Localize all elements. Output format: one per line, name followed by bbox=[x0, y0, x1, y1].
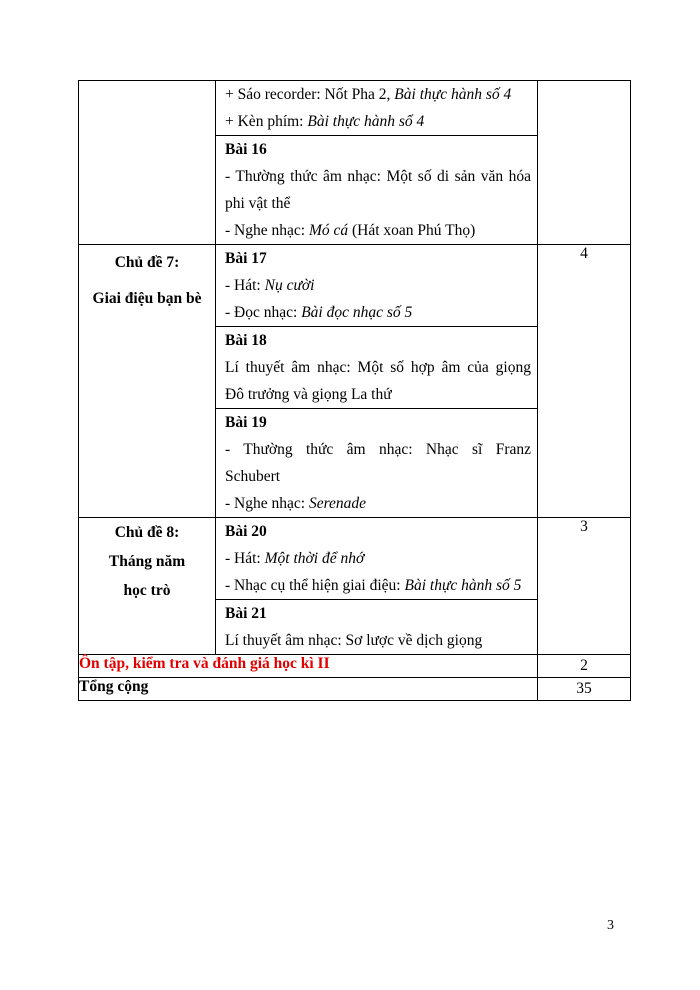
lesson-16-cell: Bài 16 - Thường thức âm nhạc: Một số di sản văn hóa phi vật thể - Nghe nhạc: Mó cá (Hát xoan Phú Thọ) bbox=[216, 136, 538, 245]
total-label: Tổng cộng bbox=[79, 678, 538, 701]
topic-8-periods: 3 bbox=[538, 518, 631, 655]
topic-7-cell: Chủ đề 7: Giai điệu bạn bè bbox=[79, 245, 216, 518]
empty-topic-cell bbox=[79, 81, 216, 245]
page-number: 3 bbox=[607, 918, 614, 933]
topic-8-cell: Chủ đề 8: Tháng năm học trò bbox=[79, 518, 216, 655]
table-row bbox=[79, 245, 631, 327]
review-label: Ôn tập, kiểm tra và đánh giá học kì II bbox=[79, 655, 538, 678]
total-periods: 35 bbox=[538, 678, 631, 701]
table-row bbox=[79, 655, 631, 678]
lesson-17-cell: Bài 17 - Hát: Nụ cười - Đọc nhạc: Bài đọc nhạc số 5 bbox=[216, 245, 538, 327]
empty-periods-cell bbox=[538, 81, 631, 245]
lesson-20-cell: Bài 20 - Hát: Một thời để nhớ - Nhạc cụ thể hiện giai điệu: Bài thực hành số 5 bbox=[216, 518, 538, 600]
table-row bbox=[79, 81, 631, 136]
lesson-19-cell: Bài 19 - Thường thức âm nhạc: Nhạc sĩ Franz Schubert - Nghe nhạc: Serenade bbox=[216, 409, 538, 518]
table-row bbox=[79, 678, 631, 701]
lesson-18-cell: Bài 18 Lí thuyết âm nhạc: Một số hợp âm của giọng Đô trưởng và giọng La thứ bbox=[216, 327, 538, 409]
topic-7-periods: 4 bbox=[538, 245, 631, 518]
lesson-21-cell: Bài 21 Lí thuyết âm nhạc: Sơ lược về dịch giọng bbox=[216, 600, 538, 655]
table-row bbox=[79, 518, 631, 600]
review-periods: 2 bbox=[538, 655, 631, 678]
lesson-plan-table bbox=[78, 80, 631, 701]
continued-lesson-cell: + Sáo recorder: Nốt Pha 2, Bài thực hành số 4 + Kèn phím: Bài thực hành số 4 bbox=[216, 81, 538, 136]
